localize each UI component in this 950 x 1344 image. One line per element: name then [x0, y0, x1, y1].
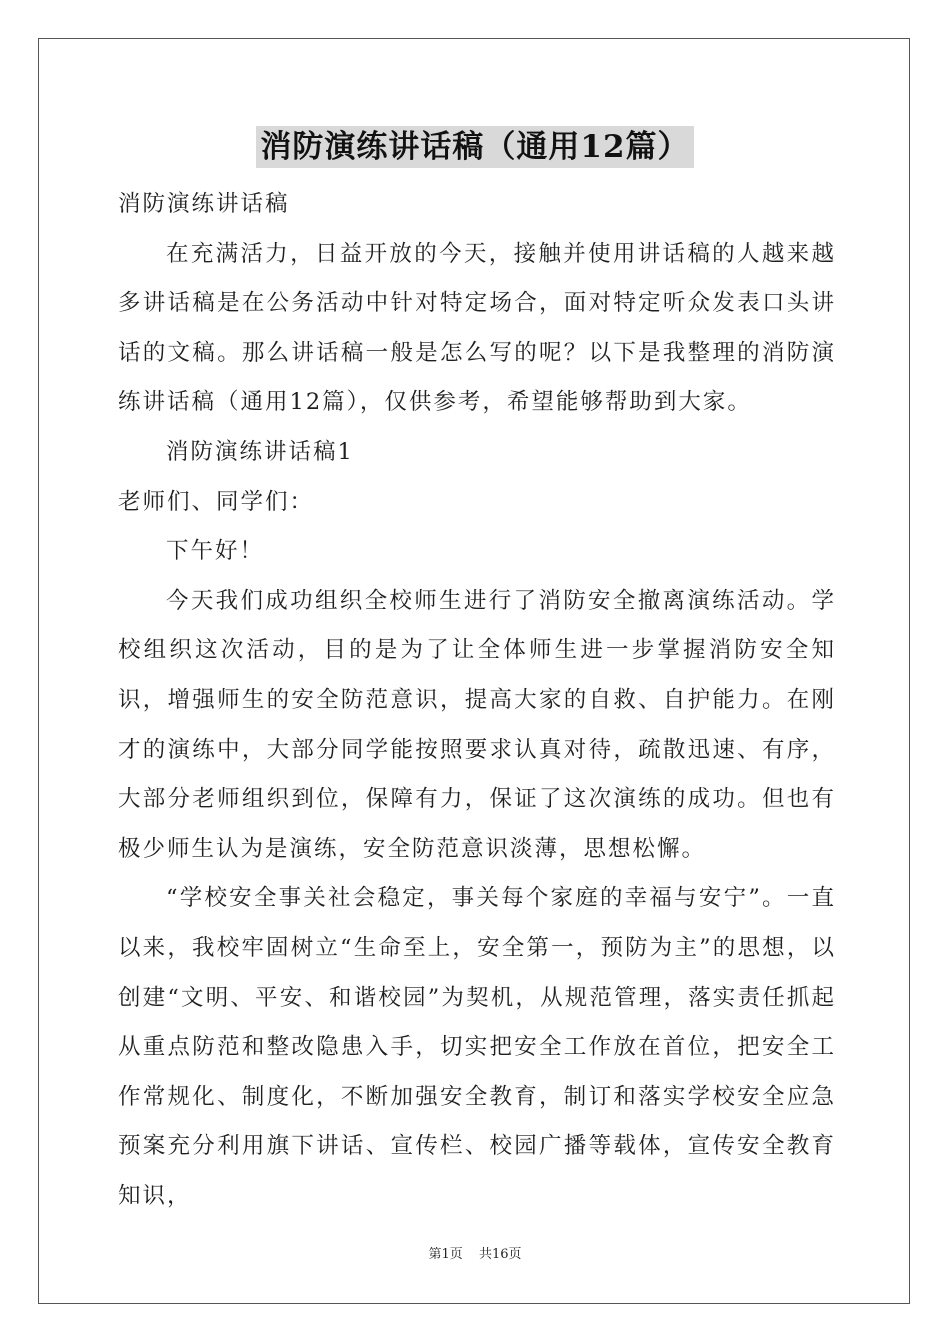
page-footer	[0, 1246, 950, 1264]
salutation: 老师们、同学们：	[118, 488, 315, 515]
document-body	[118, 180, 836, 1221]
body-paragraph: “学校安全事关社会稳定，事关每个家庭的幸福与安宁”。一直以来，我校牢固树立“生命至上，安全第一，预防为主”的思想，以创建“文明、平安、和谐校园”为契机，从规范管理，落实责任抓起从重点防范和整改隐患入手，切实把安全工作放在首位，把安全工作常规化、制度化，不断加强安全教育，制订和落实学校安全应急预案充分利用旗下讲话、宣传栏、校园广播等载体，宣传安全教育知识，	[118, 885, 836, 1209]
section-heading: 消防演练讲话稿1	[166, 438, 354, 465]
subtitle-paragraph: 消防演练讲话稿	[118, 191, 290, 217]
document-title: 消防演练讲话稿（通用12篇）	[256, 126, 693, 168]
page-total: 共16页	[478, 1247, 522, 1262]
body-paragraph: 今天我们成功组织全校师生进行了消防安全撤离演练活动。学校组织这次活动，目的是为了让全体师生进一步掌握消防安全知识，增强师生的安全防范意识，提高大家的自救、自护能力。在刚才的演练中，大部分同学能按照要求认真对待，疏散迅速、有序，大部分老师组织到位，保障有力，保证了这次演练的成功。但也有极少师生认为是演练，安全防范意识淡薄，思想松懈。	[118, 587, 836, 862]
greeting: 下午好！	[166, 538, 265, 565]
page-number: 第1页	[428, 1247, 463, 1262]
title-container	[0, 126, 950, 168]
intro-paragraph: 在充满活力，日益开放的今天，接触并使用讲话稿的人越来越多讲话稿是在公务活动中针对特定场合，面对特定听众发表口头讲话的文稿。那么讲话稿一般是怎么写的呢？以下是我整理的消防演练讲话稿（通用12篇），仅供参考，希望能够帮助到大家。	[118, 240, 836, 416]
